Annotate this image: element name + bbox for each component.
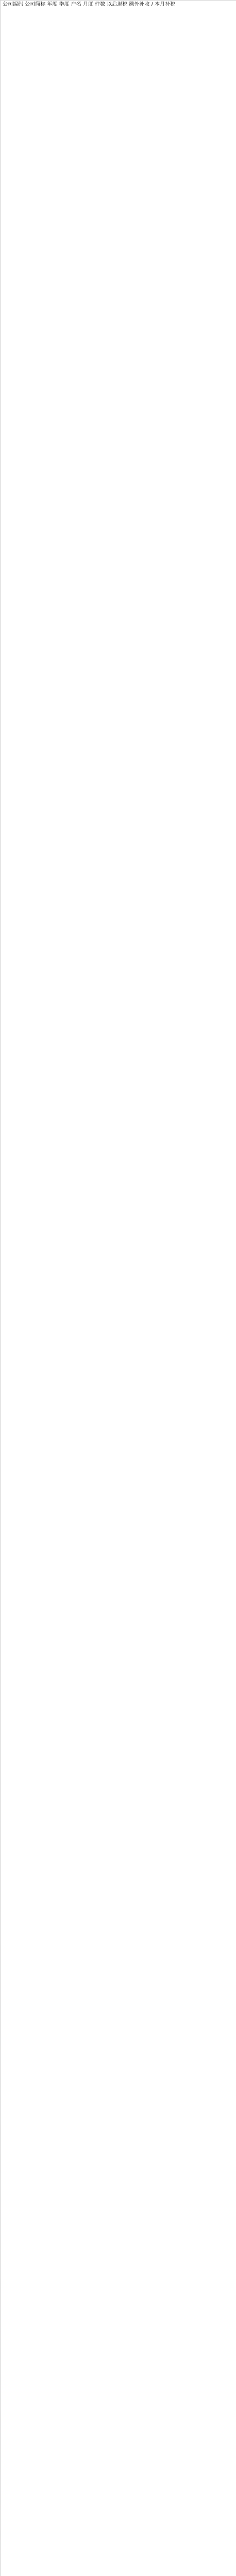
- title-row: [1, 1, 236, 9]
- title-text: 公司编码 公司简称 年度 季度 户名 月度 件数 以后退税 额外补收 / 本月补税: [3, 2, 176, 7]
- table-body-area: [1, 9, 236, 2576]
